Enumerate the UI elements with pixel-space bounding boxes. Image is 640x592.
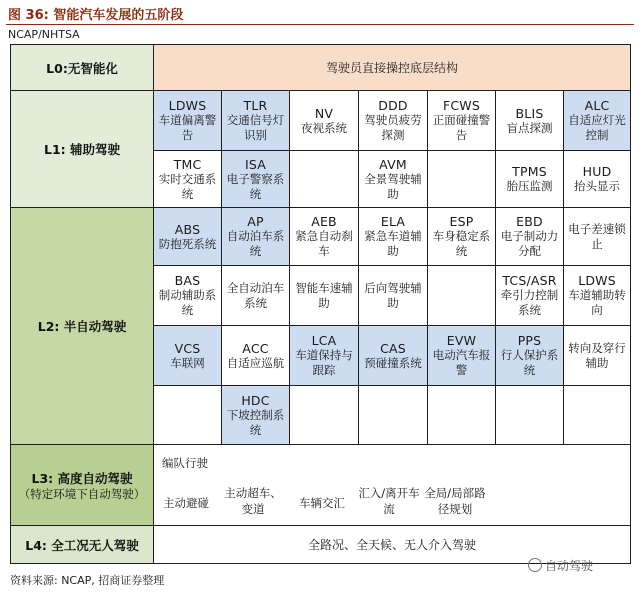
feature-desc: 正面碰撞警告	[432, 113, 491, 142]
feature-cell	[154, 266, 222, 326]
empty-cell	[359, 386, 428, 445]
feature-code: ELA	[380, 214, 406, 229]
empty-cell	[290, 386, 359, 445]
feature-cell	[564, 266, 631, 326]
feature-code: ACC	[242, 340, 269, 356]
feature-desc: 紧急车道辅助	[364, 229, 422, 258]
feature-cell	[290, 326, 359, 386]
empty-cell	[428, 266, 496, 326]
feature-cell	[222, 326, 290, 386]
feature-desc: 车道辅助转向	[568, 288, 626, 317]
level-label-l2: L2: 半自动驾驶	[11, 208, 154, 445]
feature-code: AVM	[379, 156, 407, 172]
feature-cell	[154, 208, 222, 266]
feature-cell	[428, 91, 496, 151]
feature-desc: 紧急自动刹车	[295, 229, 353, 258]
feature-code: TCS/ASR	[502, 273, 557, 288]
feature-cell	[359, 91, 428, 151]
title-rule	[6, 24, 634, 25]
empty-cell	[428, 151, 496, 208]
feature-code: TMC	[173, 156, 202, 172]
l3-content	[154, 445, 631, 526]
l0-description: 驾驶员直接操控底层结构	[154, 45, 631, 91]
feature-cell	[428, 326, 496, 386]
feature-cell	[222, 266, 290, 326]
feature-code: LDWS	[578, 273, 616, 288]
feature-cell	[564, 326, 631, 386]
feature-desc: 实时交通系统	[158, 171, 217, 201]
feature-cell	[496, 326, 564, 386]
feature-desc: 自适应灯光控制	[568, 113, 626, 142]
feature-desc: 转向及穿行辅助	[568, 340, 626, 370]
l3-item: 全局/局部路径规划	[424, 486, 486, 516]
feature-desc: 车联网	[170, 355, 205, 370]
feature-code: FCWS	[442, 98, 480, 113]
feature-desc: 自动泊车系统	[226, 229, 285, 258]
l3-item: 主动超车、变道	[224, 486, 282, 516]
empty-cell	[290, 151, 359, 208]
l3-item-platoon: 编队行驶	[162, 456, 208, 470]
feature-cell	[290, 208, 359, 266]
l3-level-title: L3: 高度自动驾驶	[31, 470, 133, 486]
feature-cell	[496, 266, 564, 326]
feature-cell	[154, 151, 222, 208]
feature-code: HDC	[241, 392, 270, 408]
feature-code: ALC	[584, 98, 610, 113]
l3-level-subtitle: （特定环境下自动驾驶）	[18, 486, 146, 501]
feature-desc: 车道偏离警告	[158, 113, 217, 142]
feature-desc: 预碰撞系统	[364, 355, 422, 370]
feature-code: NV	[314, 105, 334, 121]
feature-cell	[359, 151, 428, 208]
feature-cell	[496, 91, 564, 151]
feature-desc: 行人保护系统	[500, 348, 559, 377]
feature-code: ESP	[449, 214, 474, 229]
feature-desc: 全自动泊车系统	[226, 280, 285, 310]
feature-code: ABS	[174, 221, 201, 237]
feature-cell	[564, 151, 631, 208]
feature-desc: 制动辅助系统	[158, 288, 217, 317]
feature-code: VCS	[174, 340, 201, 356]
feature-desc: 车道保持与跟踪	[295, 348, 353, 377]
source-label: NCAP/NHTSA	[8, 28, 80, 41]
feature-code: LCA	[311, 333, 337, 348]
feature-cell	[290, 91, 359, 151]
l4-description: 全路况、全天候、无人介入驾驶	[154, 526, 631, 564]
feature-cell	[359, 326, 428, 386]
l0-row	[11, 45, 631, 91]
feature-code: HUD	[582, 164, 612, 179]
feature-cell	[359, 208, 428, 266]
feature-desc: 车身稳定系统	[432, 229, 491, 258]
feature-code: DDD	[378, 98, 408, 113]
feature-code: EVW	[446, 333, 477, 348]
feature-code: LDWS	[168, 98, 207, 113]
feature-desc: 电子警察系统	[226, 171, 285, 201]
source-note: 资料来源: NCAP, 招商证券整理	[10, 574, 165, 587]
stages-table	[10, 44, 631, 564]
l2-row-1	[11, 208, 631, 266]
feature-cell	[222, 208, 290, 266]
feature-desc: 下坡控制系统	[226, 407, 285, 437]
feature-desc: 电子制动力分配	[500, 229, 559, 258]
feature-cell	[564, 91, 631, 151]
feature-desc: 牵引力控制系统	[500, 288, 559, 317]
feature-cell	[428, 208, 496, 266]
empty-cell	[496, 386, 564, 445]
level-label-l1: L1: 辅助驾驶	[11, 91, 154, 208]
feature-cell	[222, 91, 290, 151]
feature-cell	[564, 208, 631, 266]
level-label-l0: L0:无智能化	[11, 45, 154, 91]
l1-row-1	[11, 91, 631, 151]
feature-code: TPMS	[512, 164, 547, 179]
feature-cell	[222, 151, 290, 208]
feature-desc: 全景驾驶辅助	[364, 171, 422, 201]
feature-cell	[222, 386, 290, 445]
feature-desc: 自适应巡航	[226, 355, 285, 370]
empty-cell	[564, 386, 631, 445]
level-label-l3	[11, 445, 154, 526]
empty-cell	[428, 386, 496, 445]
feature-desc: 抬头显示	[574, 179, 621, 193]
feature-cell	[496, 208, 564, 266]
l3-item: 车辆交汇	[299, 496, 345, 510]
feature-code: AP	[247, 214, 264, 229]
feature-code: CAS	[380, 340, 406, 356]
feature-desc: 盲点探测	[506, 120, 553, 135]
feature-desc: 后向驾驶辅助	[364, 280, 422, 310]
feature-desc: 电动汽车报警	[432, 348, 491, 377]
wechat-icon	[528, 558, 542, 572]
feature-cell	[359, 266, 428, 326]
feature-code: BLIS	[515, 105, 544, 121]
figure-title: 图 36: 智能汽车发展的五阶段	[8, 8, 184, 23]
feature-desc: 驾驶员疲劳探测	[364, 113, 422, 142]
feature-cell	[154, 91, 222, 151]
empty-cell	[154, 386, 222, 445]
feature-cell	[496, 151, 564, 208]
watermark	[528, 557, 593, 574]
feature-code: TLR	[243, 98, 268, 113]
feature-desc: 智能车速辅助	[295, 280, 353, 310]
feature-code: EBD	[516, 214, 543, 229]
l3-item: 汇入/离开车流	[358, 486, 420, 516]
feature-code: AEB	[311, 214, 337, 229]
feature-desc: 胎压监测	[506, 179, 553, 193]
feature-cell	[154, 326, 222, 386]
watermark-text: 自动驾驶	[545, 559, 594, 573]
feature-code: PPS	[517, 333, 542, 348]
feature-code: ISA	[244, 156, 266, 172]
feature-cell	[290, 266, 359, 326]
feature-desc: 电子差速锁止	[568, 221, 626, 251]
level-label-l4: L4: 全工况无人驾驶	[11, 526, 154, 564]
feature-desc: 防抱死系统	[158, 236, 217, 251]
feature-code: BAS	[174, 273, 201, 288]
l3-item: 主动避碰	[163, 496, 209, 510]
feature-desc: 夜视系统	[301, 120, 347, 135]
l3-row	[11, 445, 631, 526]
feature-desc: 交通信号灯识别	[226, 113, 285, 142]
